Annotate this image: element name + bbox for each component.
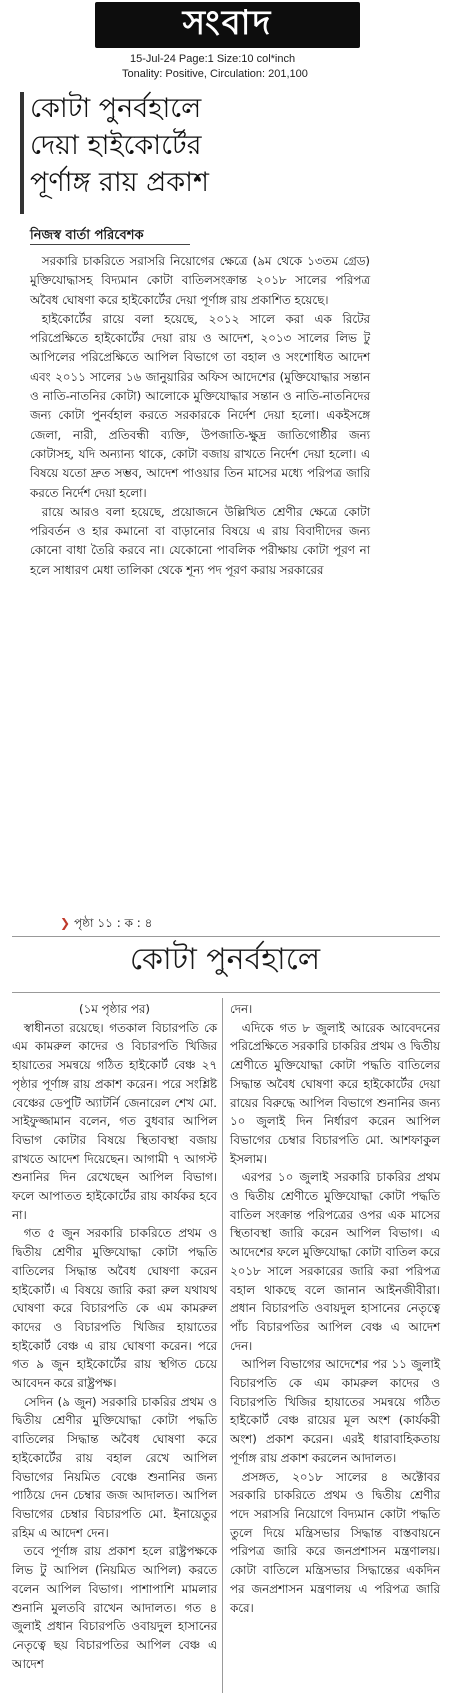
byline: নিজস্ব বার্তা পরিবেশক bbox=[30, 228, 144, 243]
continuation-column-left bbox=[12, 1000, 217, 1673]
story-paragraph: হাইকোর্টের রায়ে বলা হয়েছে, ২০১২ সালে করা এক রিটের পরিপ্রেক্ষিতে হাইকোর্টের দেয়া রায় ও আদেশ, ২০১৩ সালের লিভ টু আপিলের পরিপ্রেক্ষিতে আপিল বিভাগে তা বহাল ও সংশোধিত আদেশ এবং ২০১১ সালের ১৬ জানুয়ারির অফিস আদেশের (মুক্তিযোদ্ধার সন্তান ও নাতি-নাতনির কোটা) আলোকে মুক্তিযোদ্ধার সন্তান ও নাতি-নাতনিদের জন্য কোটা পুনর্বহাল করতে সরকারকে নির্দেশ দেয়া হলো। একইসঙ্গে জেলা, নারী, প্রতিবন্ধী ব্যক্তি, উপজাতি-ক্ষুদ্র জাতিগোষ্ঠীর জন্য কোটাসহ, যদি অন্যান্য থাকে, কোটা বজায় রাখতে নির্দেশ দেয়া হলো। এ বিষয়ে যতো দ্রুত সম্ভব, আদেশ পাওয়ার তিন মাসের মধ্যে পরিপত্র জারি করতে নির্দেশ দেয়া হলো। bbox=[30, 311, 370, 500]
newspaper-masthead: সংবাদ bbox=[95, 2, 360, 48]
column-paragraph: আপিল বিভাগের আদেশের পর ১১ জুলাই বিচারপতি কে এম কামরুল কাদের ও বিচারপতি খিজির হায়াতের সমন্বয়ে গঠিত হাইকোর্ট বেঞ্চ রায়ের মূল অংশ (কার্যকরী অংশ) প্রকাশ করেন। এরই ধারাবাহিকতায় পূর্ণাঙ্গ রায় প্রকাশ করলেন আদালত। bbox=[230, 1357, 440, 1465]
column-paragraph: তবে পূর্ণাঙ্গ রায় প্রকাশ হলে রাষ্ট্রপক্ষকে লিভ টু আপিল (নিয়মিত আপিল) করতে বলেন আপিল বিভাগ। পাশাপাশি মামলার শুনানি মুলতবি রাখেন আদালত। গত ৪ জুলাই প্রধান বিচারপতি ওবায়দুল হাসানের নেতৃত্বে ছয় বিচারপতির আপিল বেঞ্চ এ আদেশ bbox=[12, 1544, 217, 1671]
story-paragraph: রায়ে আরও বলা হয়েছে, প্রয়োজনে উল্লিখিত শ্রেণীর ক্ষেত্রে কোটা পরিবর্তন ও হার কমানো বা বাড়ানোর বিষয়ে এ রায় বিবাদীদের জন্য কোনো বাধা তৈরি করবে না। যেকোনো পাবলিক পরীক্ষায় কোটা পূরণ না হলে সাধারণ মেধা তালিকা থেকে শূন্য পদ পূরণ করায় সরকারের bbox=[30, 504, 370, 577]
column-paragraph: এদিকে গত ৮ জুলাই আরেক আবেদনের পরিপ্রেক্ষিতে সরকারি চাকরির প্রথম ও দ্বিতীয় শ্রেণীতে মুক্তিযোদ্ধা কোটা পদ্ধতি বাতিলের সিদ্ধান্ত অবৈধ ঘোষণা করে হাইকোর্টের দেয়া রায়ের বিরুদ্ধে আপিল বিভাগে শুনানির জন্য ১০ জুলাই দিন নির্ধারণ করেন আপিল বিভাগের চেম্বার বিচারপতি মো. আশফাকুল ইসলাম। bbox=[230, 1020, 440, 1166]
jump-reference: পৃষ্ঠা ১১ : ক : ৪ bbox=[74, 916, 153, 930]
headline-line-3: পূর্ণাঙ্গ রায় প্রকাশ bbox=[30, 167, 209, 198]
continuation-column-right bbox=[230, 1000, 440, 1617]
clipping-meta-tonality: Tonality: Positive, Circulation: 201,100 bbox=[122, 68, 308, 80]
headline-line-1: কোটা পুনর্বহালে bbox=[30, 93, 202, 124]
column-paragraph: সেদিন (৯ জুন) সরকারি চাকরির প্রথম ও দ্বিতীয় শ্রেণীর মুক্তিযোদ্ধা কোটা পদ্ধতি বাতিলের সিদ্ধান্ত অবৈধ ঘোষণা করে হাইকোর্টের রায় বহাল রেখে আপিল বিভাগের নিয়মিত বেঞ্চে শুনানির জন্য পাঠিয়ে দেন চেম্বার জজ আদালত। আপিল বিভাগের চেম্বার বিচারপতি মো. ইনায়েতুর রহিম এ আদেশ দেন। bbox=[12, 1394, 217, 1540]
headline-line-2: দেয়া হাইকোর্টের bbox=[30, 130, 202, 161]
column-paragraph: গত ৫ জুন সরকারি চাকরিতে প্রথম ও দ্বিতীয় শ্রেণীর মুক্তিযোদ্ধা কোটা পদ্ধতি বাতিলের সিদ্ধান্ত অবৈধ ঘোষণা করেন হাইকোর্ট। এ বিষয়ে জারি করা রুল যথাযথ ঘোষণা করে বিচারপতি কে এম কামরুল কাদের ও বিচারপতি খিজির হায়াতের হাইকোর্ট বেঞ্চ এ রায় ঘোষণা করেন। পরে গত ৯ জুন হাইকোর্টের রায় স্থগিত চেয়ে আবেদন করে রাষ্ট্রপক্ষ। bbox=[12, 1226, 217, 1391]
clipping-meta-size: 15-Jul-24 Page:1 Size:10 col*inch bbox=[130, 53, 296, 65]
continuation-heading: কোটা পুনর্বহালে bbox=[129, 942, 321, 977]
column-paragraph: দেন। bbox=[230, 1002, 253, 1016]
story-body bbox=[30, 252, 370, 580]
jump-arrow-icon: ❯ bbox=[60, 916, 71, 930]
main-headline bbox=[30, 90, 425, 201]
headline-accent-bar bbox=[20, 92, 24, 214]
byline-divider bbox=[30, 244, 190, 245]
column-paragraph: প্রসঙ্গত, ২০১৮ সালের ৪ অক্টোবর সরকারি চাকরিতে প্রথম ও দ্বিতীয় শ্রেণীর পদে সরাসরি নিয়োগে বিদ্যমান কোটা পদ্ধতি তুলে দিয়ে মন্ত্রিসভার সিদ্ধান্ত বাস্তবায়নে পরিপত্র জারি করে জনপ্রশাসন মন্ত্রণালয়। কোটা বাতিলে মন্ত্রিসভার সিদ্ধান্তের একদিন পর জনপ্রশাসন মন্ত্রণালয় এ পরিপত্র জারি করে। bbox=[230, 1469, 440, 1615]
continued-from-label: (১ম পৃষ্ঠার পর) bbox=[78, 1002, 150, 1016]
column-paragraph: স্বাধীনতা রয়েছে। গতকাল বিচারপতি কে এম কামরুল কাদের ও বিচারপতি খিজির হায়াতের সমন্বয়ে গঠিত হাইকোর্ট বেঞ্চ ২৭ পৃষ্ঠার পূর্ণাঙ্গ রায় প্রকাশ করেন। পরে সংশ্লিষ্ট বেঞ্চের ডেপুটি অ্যাটর্নি জেনারেল শেখ মো. সাইফুজ্জামান বলেন, গত বুধবার আপিল বিভাগ কোটার বিষয়ে স্থিতাবস্থা বজায় রাখতে আদেশ দিয়েছেন। আগামী ৭ আগস্ট শুনানির দিন রেখেছেন আপিল বিভাগ। ফলে আপাতত হাইকোর্টের রায় কার্যকর হবে না। bbox=[12, 1020, 217, 1222]
column-paragraph: এরপর ১০ জুলাই সরকারি চাকরির প্রথম ও দ্বিতীয় শ্রেণীতে মুক্তিযোদ্ধা কোটা পদ্ধতি বাতিল সংক্রান্ত পরিপত্রের ওপর এক মাসের স্থিতাবস্থা জারি করেন আপিল বিভাগ। এ আদেশের ফলে মুক্তিযোদ্ধা কোটা বাতিল করে ২০১৮ সালে সরকারের জারি করা পরিপত্র বহাল থাকছে বলে জানান আইনজীবীরা। প্রধান বিচারপতি ওবায়দুল হাসানের নেতৃত্বে পাঁচ বিচারপতির আপিল বেঞ্চ এ আদেশ দেন। bbox=[230, 1170, 440, 1353]
continued-on-page bbox=[60, 915, 152, 935]
column-divider bbox=[222, 998, 223, 1693]
story-paragraph: সরকারি চাকরিতে সরাসরি নিয়োগের ক্ষেত্রে (৯ম থেকে ১৩তম গ্রেড) মুক্তিযোদ্ধাসহ বিদ্যমান কোটা বাতিলসংক্রান্ত ২০১৮ সালের পরিপত্র অবৈধ ঘোষণা করে হাইকোর্টের দেয়া পূর্ণাঙ্গ রায় প্রকাশিত হয়েছে। bbox=[30, 254, 370, 307]
section-divider bbox=[12, 936, 440, 937]
section-divider bbox=[12, 992, 440, 993]
